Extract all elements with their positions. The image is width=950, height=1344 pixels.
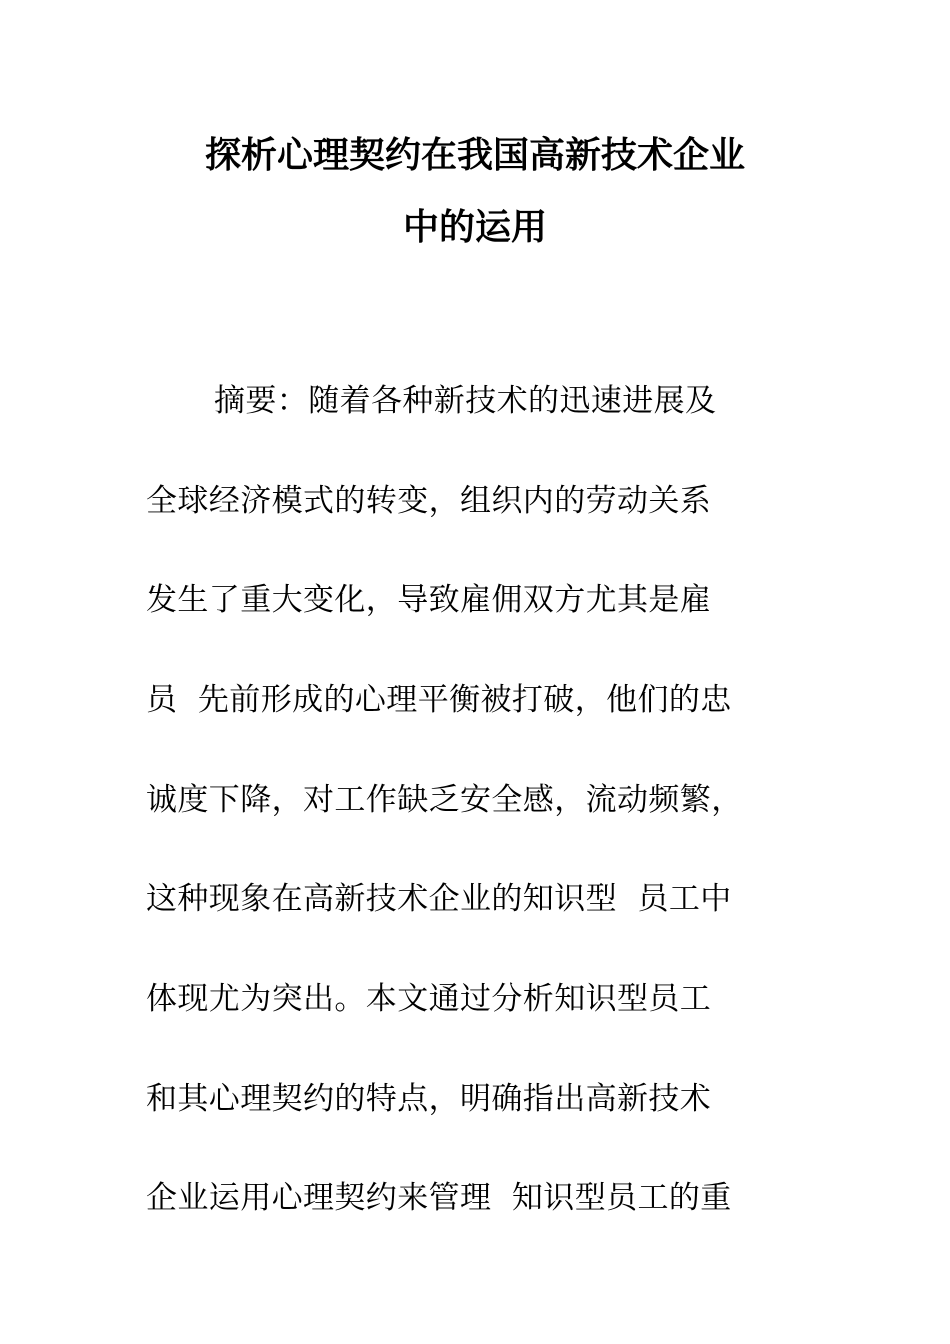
document-title-line-2: 中的运用 [402, 206, 547, 248]
abstract-line-1: 摘要：随着各种新技术的迅速进展及 [214, 383, 717, 419]
abstract-line-2: 全球经济模式的转变，组织内的劳动关系 [146, 483, 712, 519]
abstract-line-7: 体现尤为突出。本文通过分析知识型员工 [146, 981, 712, 1017]
abstract-line-6: 这种现象在高新技术企业的知识型 员工中 [146, 881, 732, 917]
abstract-line-4: 员 先前形成的心理平衡被打破，他们的忠 [146, 682, 732, 718]
abstract-line-3: 发生了重大变化，导致雇佣双方尤其是雇 [146, 582, 712, 618]
document-title-line-1: 探析心理契约在我国高新技术企业 [204, 134, 745, 176]
abstract-line-9: 企业运用心理契约来管理 知识型员工的重 [146, 1180, 732, 1216]
abstract-line-8: 和其心理契约的特点，明确指出高新技术 [146, 1081, 712, 1117]
abstract-line-5: 诚度下降，对工作缺乏安全感，流动频繁， [146, 782, 743, 818]
